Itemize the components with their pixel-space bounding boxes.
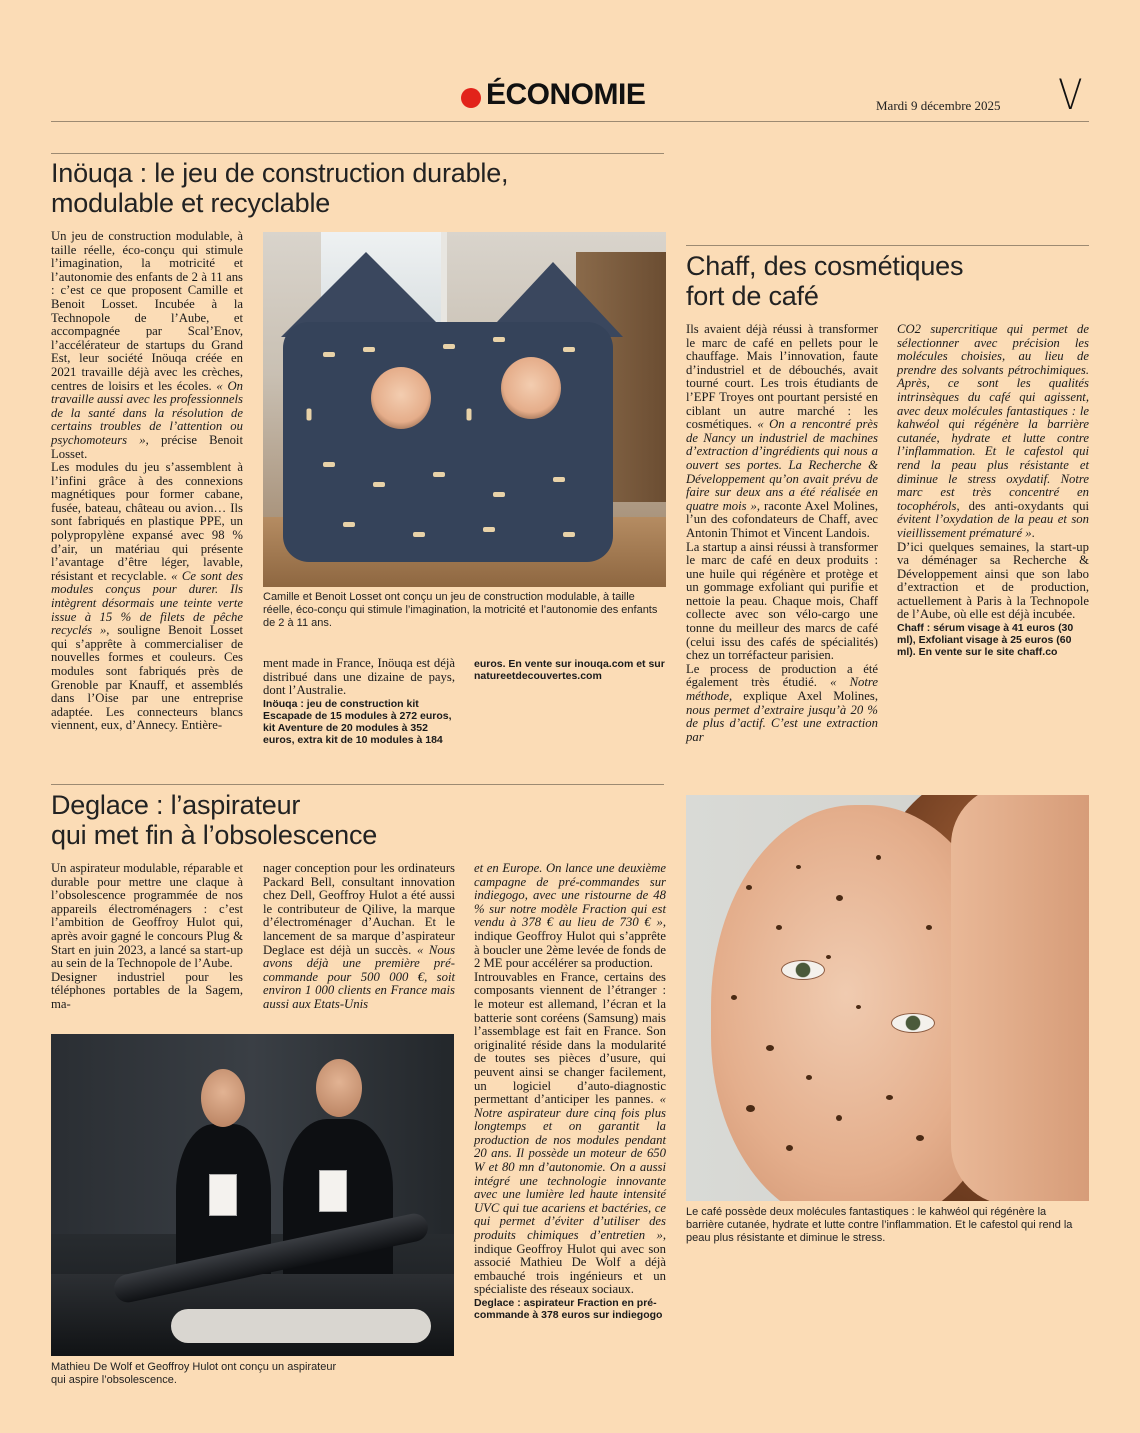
chaff-headline (686, 251, 1086, 311)
chaff-top-rule (686, 245, 1089, 246)
inouqa-price-info-end: euros. En vente sur inouqa.com et sur natureetdecouvertes.com (474, 658, 665, 682)
eye (891, 1013, 935, 1033)
deglace-column-2: nager conception pour les ordinateurs Packard Bell, consultant innovation chez Dell, Geoffroy Hulot a été aussi le contributeur de Qilive, la marque d’électroménager d’Auchan. Et le lancement de sa marque d’aspirateur Deglace est déjà un succès. « Nous avons déjà une première pré-commande pour 500 000 €, soit environ 1 000 clients en France mais aussi aux Etats-Unis (263, 861, 456, 1011)
deglace-headline (51, 790, 661, 850)
inouqa-headline (51, 158, 661, 218)
chaff-column-1: Ils avaient déjà réussi à transformer le marc de café en pellets pour le chauffage. Mais l’innovation, faute d’industriel et de débouchés, avait tourné court. Les trois étudiants de l’EPF Troyes ont pourtant persisté en ciblant un autre marché : les cosmétiques. « On a rencontré près de Nancy un industriel de machines d’extraction d’ingrédients qui nous a ouvert ses portes. La Recherche & Développement qu’on avait prévu de faire sur deux ans a été réalisée en quatre mois », raconte Axel Molines, l’un des cofondateurs de Chaff, avec Antonin Thimot et Vincent Landois. La startup a ainsi réussi à transformer le marc de café en deux produits : une huile qui régénère et protège et un gommage exfoliant qui purifie et nettoie la peau. Chaque mois, Chaff collecte avec son vélo-cargo une tonne du meilleur des marcs de café (celui issu des cafés de spécialités) chez un torréfacteur parisien. Le process de production a été également très étudié. « Notre méthode, explique Axel Molines, nous permet d’extraire jusqu’à 20 % de plus d’actif. C’est une extraction par (686, 322, 878, 744)
deglace-photo-caption: Mathieu De Wolf et Geoffroy Hulot ont conçu un aspirateur qui aspire l’obsolescence. (51, 1361, 337, 1386)
inouqa-photo-caption: Camille et Benoit Losset ont conçu un jeu de construction modulable, à taille réelle, éco-conçu qui stimule l’imagination, la motricité et l’autonomie des enfants de 2 à 11 ans. (263, 591, 658, 629)
chaff-column-2: CO2 supercritique qui permet de sélectionner avec précision les molécules choisies, au lieu de prendre des solvants pétrochimiques. Après, ce sont les qualités intrinsèques du café qui agissent, avec deux molécules fantastiques : le kahwéol qui régénère la barrière cutanée, hydrate et lutte contre l’inflammation. Et le cafestol qui rend la peau plus résistante et diminue le stress oxydatif. Notre marc est très concentré en tocophérols, des anti-oxydants qui évitent l’oxydation de la peau et son vieillissement prématuré ». D’ici quelques semaines, la start-up va déménager sa Recherche & Développement ainsi que son labo d’extraction et de production, actuellement à Paris à la Technopole de l’Aube, où elle est déjà incubée. Chaff : sérum visage à 41 euros (30 ml), Exfoliant visage à 25 euros (60 ml). En vente sur le site chaff.co (897, 322, 1089, 659)
chaff-headline-line2: fort de café (686, 281, 819, 311)
chaff-headline-line1: Chaff, des cosmétiques (686, 251, 964, 281)
deglace-headline-line2: qui met fin à l’obsolescence (51, 820, 378, 850)
inouqa-headline-line2: modulable et recyclable (51, 188, 331, 218)
inouqa-photo (263, 232, 666, 587)
deglace-top-rule (51, 784, 664, 785)
chaff-price-info: Chaff : sérum visage à 41 euros (30 ml), Exfoliant visage à 25 euros (60 ml). En vente sur le site chaff.co (897, 622, 1074, 659)
eye (781, 960, 825, 980)
publication-logo: V (1058, 70, 1083, 119)
page-date: Mardi 9 décembre 2025 (876, 98, 1001, 113)
inouqa-price-info: Inöuqa : jeu de construction kit Escapade de 15 modules à 272 euros, kit Aventure de 20 modules à 352 euros, extra kit de 10 modules à 184 (263, 697, 452, 746)
section-title: ÉCONOMIE (486, 78, 646, 111)
inouqa-headline-line1: Inöuqa : le jeu de construction durable, (51, 158, 509, 188)
child-face (371, 367, 431, 429)
chaff-photo (686, 795, 1089, 1201)
deglace-column-1: Un aspirateur modulable, réparable et durable pour mettre une claque à l’obsolescence programmée de nos appareils électroménagers : c’est l’ambition de Geoffroy Hulot qui, après avoir gagné le concours Plug & Start en juin 2023, a lancé sa start-up au sein de la Technopole de l’Aube. Designer industriel pour les téléphones portables de la Sagem, ma- (51, 861, 243, 1011)
deglace-price-info: Deglace : aspirateur Fraction en pré-commande à 378 euros sur indiegogo (474, 1297, 663, 1321)
deglace-photo (51, 1034, 454, 1356)
inouqa-top-rule (51, 153, 664, 154)
section-dot (461, 88, 481, 108)
deglace-column-3: et en Europe. On lance une deuxième campagne de pré-commandes sur indiegogo, avec une ristourne de 48 % sur notre modèle Fraction qui est vendu à 378 € au lieu de 730 € », indique Geoffroy Hulot qui s’apprête à boucler une 2ème levée de fonds de 2 ME pour accélérer sa production. Introuvables en France, certains des composants viennent de l’étranger : le moteur est allemand, l’écran et la batterie sont coréens (Samsung) mais l’assemblage est fait en France. Son originalité réside dans la modularité de toutes ses pièces d’usure, qui peuvent ainsi se changer facilement, un logiciel d’auto-diagnostic permettant d’anticiper les pannes. « Notre aspirateur dure cinq fois plus longtemps et on garantit la production de nos modules pendant 20 ans. Il possède un moteur de 650 W et 80 mn d’autonomie. On a aussi intégré une technologie innovante avec une lumière led haute intensité UVC qui tue acariens et bactéries, ce qui permet d’éviter d’utiliser des produits chimiques d’entretien », indique Geoffroy Hulot qui avec son associé Mathieu De Wolf a déjà embauché trois ingénieurs et un spécialiste des réseaux sociaux. Deglace : aspirateur Fraction en pré-commande à 378 euros sur indiegogo (474, 861, 667, 1321)
chaff-photo-caption: Le café possède deux molécules fantastiques : le kahwéol qui régénère la barrière cutanée, hydrate et lutte contre l’inflammation. Et le cafestol qui rend la peau plus résistante et diminue le stress. (686, 1206, 1073, 1244)
header-rule (51, 121, 1089, 122)
child-face (501, 357, 561, 419)
inouqa-column-2: ment made in France, Inöuqa est déjà distribué dans une dizaine de pays, dont l’Australie. Inöuqa : jeu de construction kit Escapade de 15 modules à 272 euros, kit Aventure de 20 modules à 352 euros, extra kit de 10 modules à 184 (263, 656, 455, 746)
deglace-headline-line1: Deglace : l’aspirateur (51, 790, 301, 820)
inouqa-column-1: Un jeu de construction modulable, à taille réelle, éco-conçu qui stimule l’imagination, la motricité et l’autonomie des enfants de 2 à 11 ans : c’est ce que proposent Camille et Benoit Losset. Incubée à la Technopole de l’Aube, et accompagnée par Scal’Enov, l’accélérateur de startups du Grand Est, leur société Inöuqa créée en 2021 travaille déjà avec les crèches, centres de loisirs et les écoles. « On travaille aussi avec les professionnels de la santé dans la résolution de certains troubles de l’attention ou psychomoteurs », précise Benoit Losset. Les modules du jeu s’assemblent à l’infini grâce à des connexions magnétiques pour former cabane, fusée, bateau, château ou avion… Ils sont fabriqués en plastique PPE, un polypropylène expansé avec 98 % d’air, un matériau qui présente l’avantage d’être léger, lavable, résistant et recyclable. « Ce sont des modules conçus pour durer. Ils intègrent désormais une teinte verte issue à 15 % de filets de pêche recyclés », souligne Benoit Losset qui s’apprête à commercialiser de nouvelles formes et couleurs. Ces modules sont fabriqués près de Grenoble par Knauff, et assemblés dans l’Oise par une entreprise adaptée. Les connecteurs blancs viennent, eux, d’Annecy. Entière- (51, 229, 244, 733)
